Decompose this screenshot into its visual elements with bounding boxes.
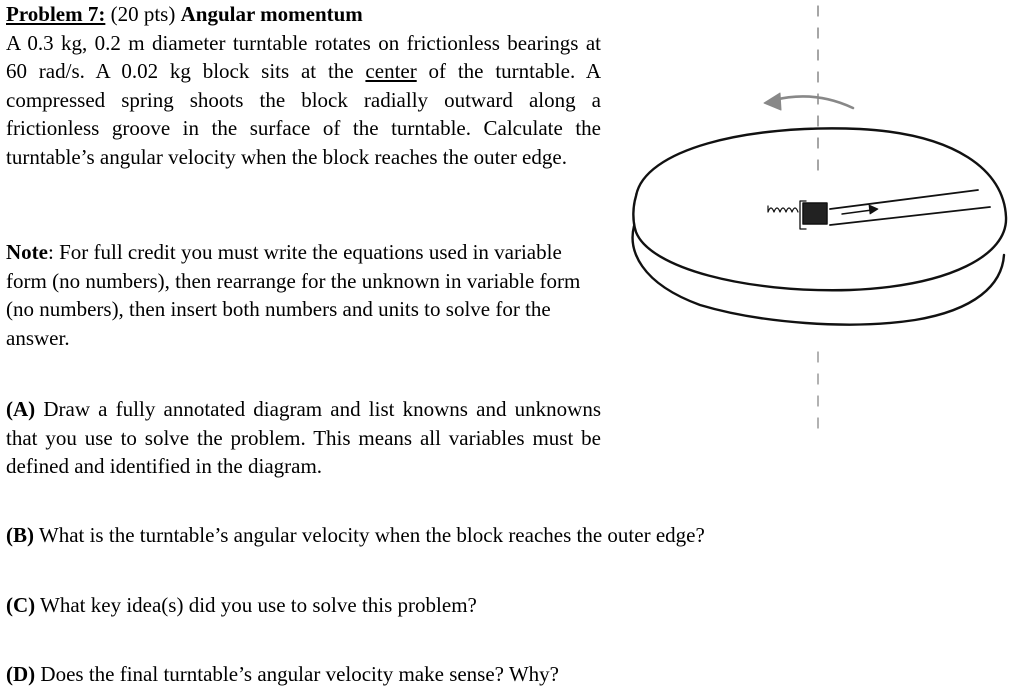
- problem-title: Angular momentum: [180, 2, 363, 26]
- part-a-text: Draw a fully annotated diagram and list knowns and unknowns that you use to solve the problem. This means all variables must be defined and identified in the diagram.: [6, 397, 601, 479]
- rotation-arrow: [774, 96, 853, 108]
- part-c: [6, 591, 1006, 620]
- block-velocity-arrow: [842, 210, 872, 214]
- note-paragraph: [6, 238, 601, 352]
- problem-text-1-tail: of the: [428, 59, 484, 84]
- problem-text-2: turntable. A compressed spring shoots the block radially outward along a frictionless groove in the surface of the turntable. Calculate the turntable’s angular velocity when the block reaches the outer edge.: [6, 59, 602, 169]
- groove: [830, 190, 990, 225]
- part-d: [6, 660, 1006, 689]
- part-d-label: (D): [6, 662, 36, 686]
- part-b: [6, 521, 1006, 550]
- problem-points: (20 pts): [110, 2, 176, 26]
- part-c-text: What key idea(s) did you use to solve this problem?: [35, 593, 477, 617]
- problem-statement: [6, 0, 601, 172]
- problem-text-1: A 0.3 kg, 0.2 m diameter turntable rotates on frictionless bearings at 60 rad/s. A 0.02 kg block sits at the: [6, 30, 601, 84]
- part-b-label: (B): [6, 523, 34, 547]
- problem-label: Problem 7:: [6, 2, 106, 26]
- velocity-arrowhead-icon: [869, 205, 878, 214]
- part-c-label: (C): [6, 593, 36, 617]
- block: [803, 203, 827, 224]
- note-text: : For full credit you must write the equations used in variable form (no numbers), then rearrange for the unknown in variable form (no numbers), then insert both numbers and units to solve for the answer.: [6, 240, 581, 350]
- part-d-text: Does the final turntable’s angular velocity make sense? Why?: [35, 662, 560, 686]
- turntable-figure: [620, 0, 1012, 440]
- problem-center-word: center: [365, 59, 417, 84]
- rotation-arrowhead-icon: [764, 93, 781, 110]
- part-b-text: What is the turntable’s angular velocity when the block reaches the outer edge?: [34, 523, 705, 547]
- part-a: [6, 395, 601, 481]
- note-label: Note: [6, 240, 48, 264]
- part-a-label: (A): [6, 397, 36, 421]
- spring-icon: [768, 206, 798, 212]
- turntable-side: [633, 226, 1004, 325]
